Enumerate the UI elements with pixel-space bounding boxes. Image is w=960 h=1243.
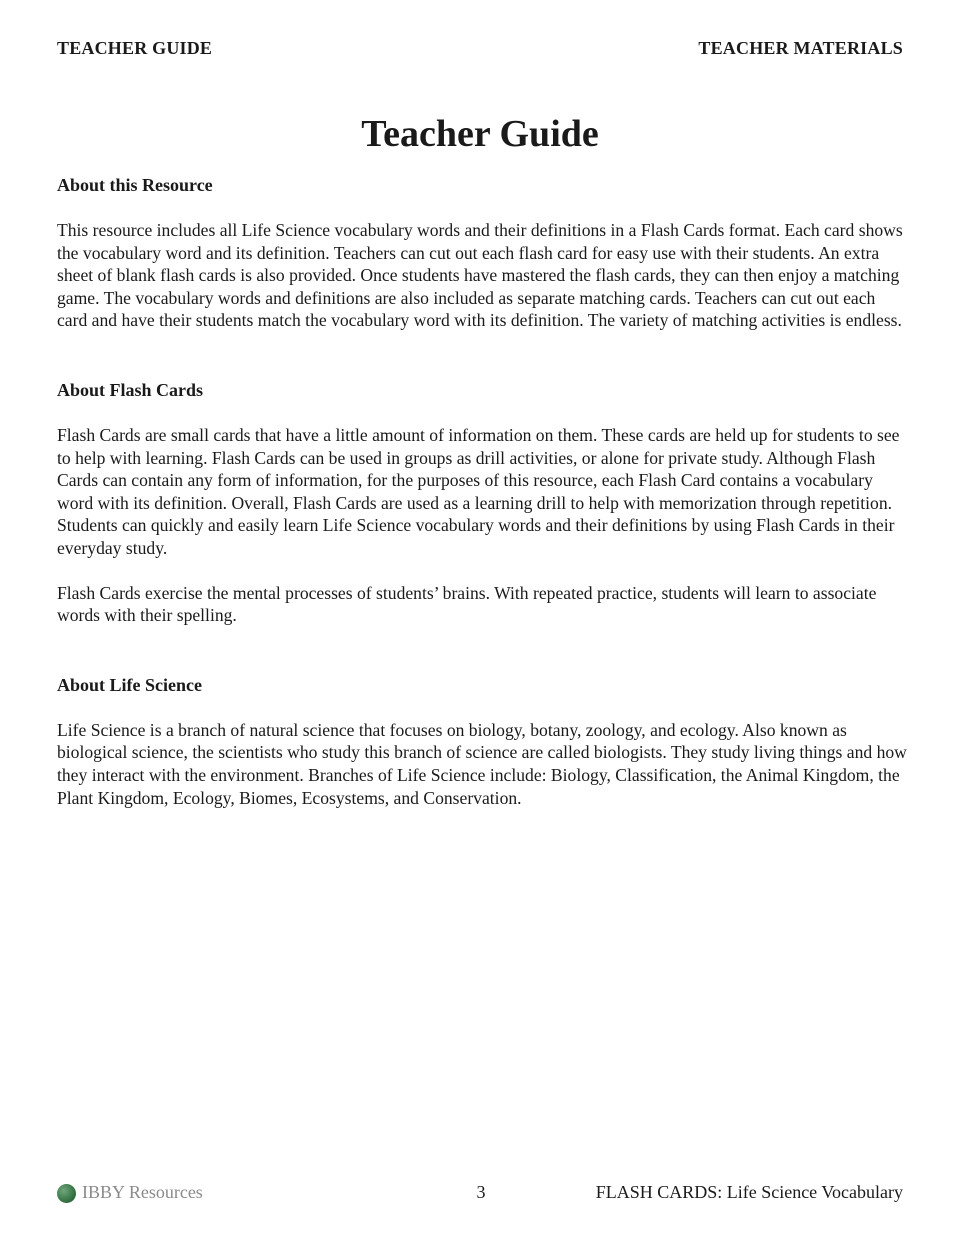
page-title: Teacher Guide	[361, 113, 599, 155]
section-about-flash-cards	[57, 378, 907, 627]
section-heading: About Life Science	[57, 674, 202, 695]
page-footer	[57, 1182, 903, 1208]
publisher-logo	[57, 1182, 203, 1203]
header-left: TEACHER GUIDE	[57, 38, 213, 58]
paragraph: Life Science is a branch of natural science that focuses on biology, botany, zoology, and ecology. Also known as biological science, the scientists who study this branch of science are called biologists. They study living things and how they interact with the environment. Branches of Life Science include: Biology, Classification, the Animal Kingdom, the Plant Kingdom, Ecology, Biomes, Ecosystems, and Conservation.	[57, 719, 907, 808]
document-title: FLASH CARDS: Life Science Vocabulary	[595, 1182, 903, 1202]
globe-logo-icon	[57, 1184, 76, 1203]
section-heading: About Flash Cards	[57, 379, 204, 400]
page-number: 3	[476, 1182, 486, 1202]
paragraph: Flash Cards exercise the mental processes of students’ brains. With repeated practice, students will learn to associate words with their spelling.	[57, 582, 877, 626]
publisher-name: IBBY Resources	[82, 1182, 203, 1202]
section-about-resource	[57, 173, 907, 332]
paragraph: This resource includes all Life Science vocabulary words and their definitions in a Flash Cards format. Each card shows the vocabulary word and its definition. Teachers can cut out each flash card for easy use with their students. An extra sheet of blank flash cards is also provided. Once students have mastered the flash cards, they can then enjoy a matching game. The vocabulary words and definitions are also included as separate matching cards. Teachers can cut out each card and have their students match the vocabulary word with its definition. The variety of matching activities is endless.	[57, 220, 903, 331]
paragraph: Flash Cards are small cards that have a little amount of information on them. These cards are held up for students to see to help with learning. Flash Cards can be used in groups as drill activities, or alone for private study. Although Flash Cards can contain any form of information, for the purposes of this resource, each Flash Card contains a vocabulary word with its definition. Overall, Flash Cards are used as a learning drill to help with memorization through repetition. Students can quickly and easily learn Life Science vocabulary words and their definitions by using Flash Cards in their everyday study.	[57, 424, 900, 558]
header-right: TEACHER MATERIALS	[698, 38, 903, 58]
running-header	[57, 38, 903, 59]
section-heading: About this Resource	[57, 175, 213, 195]
main-content	[57, 173, 907, 831]
section-about-life-science	[57, 673, 907, 809]
